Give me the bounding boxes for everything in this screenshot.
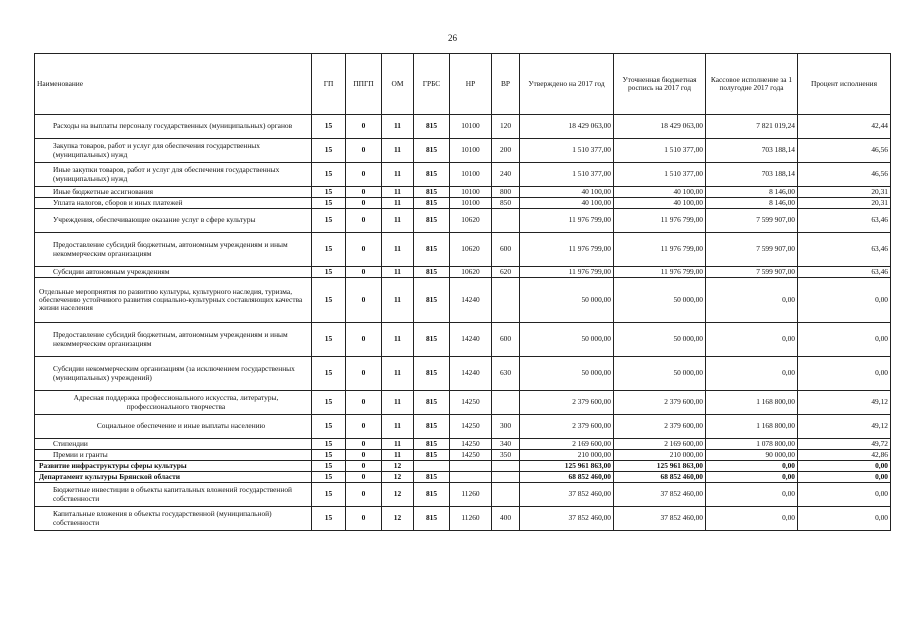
table-row: [35, 450, 891, 461]
cell-approved: 18 429 063,00: [520, 115, 614, 139]
cell-vr: 850: [492, 198, 520, 209]
cell-name: Адресная поддержка профессионального искусства, литературы, профессионального творчества: [35, 391, 312, 415]
cell-percent: 46,56: [798, 139, 891, 163]
cell-percent: 49,72: [798, 439, 891, 450]
cell-vr: 600: [492, 233, 520, 267]
header-ppgp: ППГП: [346, 54, 382, 115]
table-row: [35, 187, 891, 198]
cell-vr: [492, 472, 520, 483]
cell-name: Учреждения, обеспечивающие оказание услуг в сфере культуры: [35, 209, 312, 233]
cell-cash: 1 078 800,00: [706, 439, 798, 450]
cell-grbs: 815: [414, 209, 450, 233]
cell-ppgp: 0: [346, 507, 382, 531]
cell-cash: 0,00: [706, 278, 798, 323]
cell-ppgp: 0: [346, 472, 382, 483]
cell-name: Иные закупки товаров, работ и услуг для обеспечения государственных (муниципальных) нужд: [35, 163, 312, 187]
cell-gp: 15: [312, 267, 346, 278]
cell-cash: 703 188,14: [706, 163, 798, 187]
cell-approved: 50 000,00: [520, 357, 614, 391]
cell-om: 11: [382, 450, 414, 461]
cell-refined: 1 510 377,00: [614, 139, 706, 163]
cell-refined: 1 510 377,00: [614, 163, 706, 187]
cell-percent: 20,31: [798, 198, 891, 209]
cell-cash: 1 168 800,00: [706, 415, 798, 439]
budget-table: [34, 53, 891, 531]
cell-cash: 0,00: [706, 507, 798, 531]
cell-approved: 2 379 600,00: [520, 415, 614, 439]
cell-grbs: 815: [414, 139, 450, 163]
cell-percent: 63,46: [798, 209, 891, 233]
cell-ppgp: 0: [346, 323, 382, 357]
table-header-row: [35, 54, 891, 115]
table-row: [35, 483, 891, 507]
cell-ppgp: 0: [346, 187, 382, 198]
table-body: [35, 115, 891, 531]
cell-om: 11: [382, 209, 414, 233]
cell-gp: 15: [312, 391, 346, 415]
cell-refined: 125 961 863,00: [614, 461, 706, 472]
cell-np: 14250: [450, 439, 492, 450]
cell-refined: 210 000,00: [614, 450, 706, 461]
cell-om: 12: [382, 472, 414, 483]
cell-vr: 800: [492, 187, 520, 198]
table-row: [35, 198, 891, 209]
cell-np: 14240: [450, 323, 492, 357]
page-number: 26: [448, 33, 457, 43]
cell-vr: 400: [492, 507, 520, 531]
cell-cash: 0,00: [706, 357, 798, 391]
cell-om: 11: [382, 323, 414, 357]
cell-ppgp: 0: [346, 198, 382, 209]
cell-gp: 15: [312, 450, 346, 461]
cell-grbs: 815: [414, 278, 450, 323]
cell-approved: 50 000,00: [520, 323, 614, 357]
cell-gp: 15: [312, 415, 346, 439]
cell-percent: 63,46: [798, 233, 891, 267]
cell-cash: 7 599 907,00: [706, 209, 798, 233]
cell-cash: 7 599 907,00: [706, 267, 798, 278]
table-row: [35, 391, 891, 415]
table-row: [35, 278, 891, 323]
cell-om: 11: [382, 115, 414, 139]
cell-np: [450, 461, 492, 472]
cell-name: Департамент культуры Брянской области: [35, 472, 312, 483]
cell-np: 10100: [450, 198, 492, 209]
cell-refined: 37 852 460,00: [614, 507, 706, 531]
cell-name: Иные бюджетные ассигнования: [35, 187, 312, 198]
cell-vr: 600: [492, 323, 520, 357]
table-row: [35, 472, 891, 483]
table-row: [35, 507, 891, 531]
header-cash: Кассовое исполнение за 1 полугодие 2017 года: [706, 54, 798, 115]
cell-approved: 210 000,00: [520, 450, 614, 461]
cell-ppgp: 0: [346, 391, 382, 415]
cell-om: 11: [382, 233, 414, 267]
cell-percent: 0,00: [798, 278, 891, 323]
cell-grbs: 815: [414, 323, 450, 357]
cell-om: 11: [382, 415, 414, 439]
cell-np: 10100: [450, 139, 492, 163]
cell-refined: 2 379 600,00: [614, 415, 706, 439]
cell-approved: 40 100,00: [520, 187, 614, 198]
cell-vr: 300: [492, 415, 520, 439]
cell-name: Закупка товаров, работ и услуг для обеспечения государственных (муниципальных) нужд: [35, 139, 312, 163]
header-name: Наименование: [35, 54, 312, 115]
cell-vr: 200: [492, 139, 520, 163]
cell-np: 10100: [450, 163, 492, 187]
cell-name: Субсидии некоммерческим организациям (за исключением государственных (муниципальных) учреждений): [35, 357, 312, 391]
cell-approved: 11 976 799,00: [520, 209, 614, 233]
cell-vr: 620: [492, 267, 520, 278]
cell-gp: 15: [312, 472, 346, 483]
cell-ppgp: 0: [346, 415, 382, 439]
cell-gp: 15: [312, 233, 346, 267]
cell-percent: 49,12: [798, 391, 891, 415]
cell-refined: 50 000,00: [614, 323, 706, 357]
cell-name: Капитальные вложения в объекты государственной (муниципальной) собственности: [35, 507, 312, 531]
cell-cash: 0,00: [706, 323, 798, 357]
cell-refined: 40 100,00: [614, 187, 706, 198]
cell-gp: 15: [312, 461, 346, 472]
cell-gp: 15: [312, 187, 346, 198]
cell-refined: 18 429 063,00: [614, 115, 706, 139]
cell-grbs: 815: [414, 507, 450, 531]
cell-om: 11: [382, 391, 414, 415]
cell-ppgp: 0: [346, 209, 382, 233]
cell-approved: 2 169 600,00: [520, 439, 614, 450]
cell-om: 11: [382, 357, 414, 391]
cell-percent: 0,00: [798, 461, 891, 472]
cell-percent: 0,00: [798, 472, 891, 483]
cell-vr: [492, 209, 520, 233]
cell-approved: 1 510 377,00: [520, 139, 614, 163]
header-vr: ВР: [492, 54, 520, 115]
cell-gp: 15: [312, 357, 346, 391]
cell-vr: [492, 483, 520, 507]
cell-percent: 63,46: [798, 267, 891, 278]
table-row: [35, 233, 891, 267]
cell-approved: 40 100,00: [520, 198, 614, 209]
cell-name: Бюджетные инвестиции в объекты капитальных вложений государственной собственности: [35, 483, 312, 507]
cell-ppgp: 0: [346, 439, 382, 450]
cell-ppgp: 0: [346, 115, 382, 139]
cell-grbs: 815: [414, 391, 450, 415]
cell-approved: 50 000,00: [520, 278, 614, 323]
cell-om: 11: [382, 187, 414, 198]
cell-cash: 8 146,00: [706, 187, 798, 198]
table-row: [35, 115, 891, 139]
cell-om: 11: [382, 439, 414, 450]
cell-gp: 15: [312, 483, 346, 507]
cell-vr: 350: [492, 450, 520, 461]
cell-percent: 0,00: [798, 357, 891, 391]
cell-approved: 2 379 600,00: [520, 391, 614, 415]
cell-cash: 1 168 800,00: [706, 391, 798, 415]
cell-name: Предоставление субсидий бюджетным, автономным учреждениям и иным некоммерческим организациям: [35, 233, 312, 267]
cell-np: 10620: [450, 233, 492, 267]
cell-om: 11: [382, 278, 414, 323]
cell-gp: 15: [312, 323, 346, 357]
cell-gp: 15: [312, 439, 346, 450]
cell-gp: 15: [312, 163, 346, 187]
cell-om: 12: [382, 461, 414, 472]
cell-np: 14250: [450, 415, 492, 439]
table-row: [35, 415, 891, 439]
cell-vr: 240: [492, 163, 520, 187]
header-approved: Утверждено на 2017 год: [520, 54, 614, 115]
cell-percent: 42,86: [798, 450, 891, 461]
cell-grbs: 815: [414, 415, 450, 439]
cell-np: 11260: [450, 483, 492, 507]
cell-percent: 42,44: [798, 115, 891, 139]
table-row: [35, 439, 891, 450]
cell-grbs: 815: [414, 450, 450, 461]
cell-name: Уплата налогов, сборов и иных платежей: [35, 198, 312, 209]
cell-cash: 703 188,14: [706, 139, 798, 163]
cell-grbs: 815: [414, 439, 450, 450]
cell-vr: [492, 391, 520, 415]
cell-np: 11260: [450, 507, 492, 531]
cell-gp: 15: [312, 278, 346, 323]
cell-refined: 37 852 460,00: [614, 483, 706, 507]
cell-cash: 0,00: [706, 472, 798, 483]
table-row: [35, 209, 891, 233]
cell-cash: 7 821 019,24: [706, 115, 798, 139]
cell-approved: 125 961 863,00: [520, 461, 614, 472]
cell-np: 14250: [450, 391, 492, 415]
cell-grbs: 815: [414, 483, 450, 507]
cell-om: 12: [382, 483, 414, 507]
table-row: [35, 139, 891, 163]
cell-om: 11: [382, 267, 414, 278]
cell-refined: 11 976 799,00: [614, 209, 706, 233]
cell-refined: 2 379 600,00: [614, 391, 706, 415]
cell-grbs: 815: [414, 187, 450, 198]
header-np: НР: [450, 54, 492, 115]
cell-percent: 0,00: [798, 507, 891, 531]
cell-cash: 0,00: [706, 483, 798, 507]
table-row: [35, 267, 891, 278]
cell-grbs: [414, 461, 450, 472]
cell-om: 11: [382, 198, 414, 209]
cell-gp: 15: [312, 139, 346, 163]
cell-name: Социальное обеспечение и иные выплаты населению: [35, 415, 312, 439]
cell-cash: 8 146,00: [706, 198, 798, 209]
cell-np: 14240: [450, 278, 492, 323]
header-refined: Уточненная бюджетная роспись на 2017 год: [614, 54, 706, 115]
cell-gp: 15: [312, 198, 346, 209]
table-row: [35, 357, 891, 391]
cell-vr: 120: [492, 115, 520, 139]
cell-percent: 0,00: [798, 483, 891, 507]
cell-approved: 37 852 460,00: [520, 507, 614, 531]
cell-percent: 20,31: [798, 187, 891, 198]
cell-refined: 11 976 799,00: [614, 233, 706, 267]
cell-cash: 7 599 907,00: [706, 233, 798, 267]
cell-grbs: 815: [414, 233, 450, 267]
cell-np: 14240: [450, 357, 492, 391]
cell-ppgp: 0: [346, 233, 382, 267]
cell-name: Премии и гранты: [35, 450, 312, 461]
cell-om: 11: [382, 163, 414, 187]
cell-ppgp: 0: [346, 461, 382, 472]
cell-refined: 2 169 600,00: [614, 439, 706, 450]
cell-percent: 49,12: [798, 415, 891, 439]
cell-name: Развитие инфраструктуры сферы культуры: [35, 461, 312, 472]
cell-grbs: 815: [414, 115, 450, 139]
cell-ppgp: 0: [346, 450, 382, 461]
cell-np: 14250: [450, 450, 492, 461]
cell-np: [450, 472, 492, 483]
cell-gp: 15: [312, 209, 346, 233]
cell-approved: 11 976 799,00: [520, 233, 614, 267]
cell-refined: 40 100,00: [614, 198, 706, 209]
cell-ppgp: 0: [346, 278, 382, 323]
cell-refined: 50 000,00: [614, 278, 706, 323]
cell-grbs: 815: [414, 357, 450, 391]
cell-np: 10620: [450, 267, 492, 278]
cell-gp: 15: [312, 507, 346, 531]
cell-approved: 37 852 460,00: [520, 483, 614, 507]
cell-ppgp: 0: [346, 357, 382, 391]
cell-name: Отдельные мероприятия по развитию культуры, культурного наследия, туризма, обеспечению устойчивого развития социально-культурных составляющих качества жизни населения: [35, 278, 312, 323]
cell-percent: 0,00: [798, 323, 891, 357]
cell-refined: 50 000,00: [614, 357, 706, 391]
cell-refined: 11 976 799,00: [614, 267, 706, 278]
cell-name: Стипендии: [35, 439, 312, 450]
header-om: ОМ: [382, 54, 414, 115]
cell-cash: 90 000,00: [706, 450, 798, 461]
cell-grbs: 815: [414, 198, 450, 209]
cell-vr: [492, 278, 520, 323]
cell-refined: 68 852 460,00: [614, 472, 706, 483]
cell-np: 10100: [450, 115, 492, 139]
cell-approved: 11 976 799,00: [520, 267, 614, 278]
cell-vr: 630: [492, 357, 520, 391]
table-row: [35, 323, 891, 357]
cell-vr: 340: [492, 439, 520, 450]
cell-grbs: 815: [414, 267, 450, 278]
table-row: [35, 163, 891, 187]
cell-grbs: 815: [414, 163, 450, 187]
cell-approved: 68 852 460,00: [520, 472, 614, 483]
table-row: [35, 461, 891, 472]
cell-ppgp: 0: [346, 483, 382, 507]
cell-vr: [492, 461, 520, 472]
cell-name: Субсидии автономным учреждениям: [35, 267, 312, 278]
cell-name: Предоставление субсидий бюджетным, автономным учреждениям и иным некоммерческим организациям: [35, 323, 312, 357]
cell-gp: 15: [312, 115, 346, 139]
cell-np: 10620: [450, 209, 492, 233]
header-grbs: ГРБС: [414, 54, 450, 115]
cell-grbs: 815: [414, 472, 450, 483]
cell-om: 12: [382, 507, 414, 531]
cell-ppgp: 0: [346, 139, 382, 163]
header-gp: ГП: [312, 54, 346, 115]
cell-om: 11: [382, 139, 414, 163]
cell-cash: 0,00: [706, 461, 798, 472]
cell-approved: 1 510 377,00: [520, 163, 614, 187]
header-percent: Процент исполнения: [798, 54, 891, 115]
cell-name: Расходы на выплаты персоналу государственных (муниципальных) органов: [35, 115, 312, 139]
cell-ppgp: 0: [346, 163, 382, 187]
cell-percent: 46,56: [798, 163, 891, 187]
cell-np: 10100: [450, 187, 492, 198]
cell-ppgp: 0: [346, 267, 382, 278]
